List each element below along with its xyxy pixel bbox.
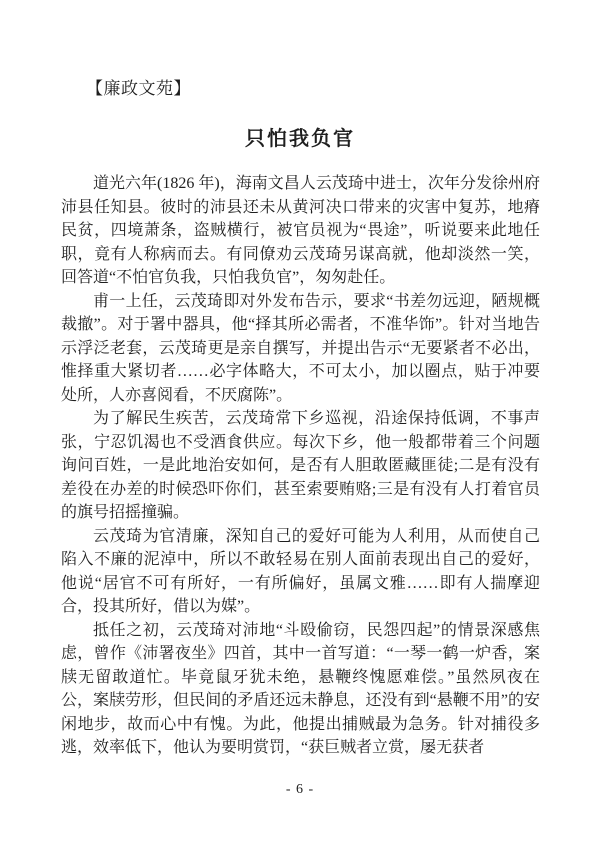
paragraph: 云茂琦为官清廉，深知自己的爱好可能为人利用，从而使自己陷入不廉的泥淖中，所以不敢轻易在别人面前表现出自己的爱好，他说“居官不可有所好，一有所偏好，虽属文雅……即有人揣摩迎合，投其所好，借以为媒”。: [61, 527, 540, 615]
section-header: 【廉政文苑】: [86, 79, 191, 98]
document-body: [61, 172, 540, 760]
page-title: 只怕我负官: [245, 128, 355, 150]
page-number: - 6 -: [285, 782, 315, 797]
paragraph: 为了解民生疾苦，云茂琦常下乡巡视，沿途保持低调，不事声张，宁忍饥渴也不受酒食供应。每次下乡，他一般都带着三个问题询问百姓，一是此地治安如何，是否有人胆敢匿藏匪徒;二是有没有差役在办差的时候恐吓你们，甚至索要贿赂;三是有没有人打着官员的旗号招摇撞骗。: [61, 410, 540, 521]
paragraph: 抵任之初，云茂琦对沛地“斗殴偷窃，民怨四起”的情景深感焦虑，曾作《沛署夜坐》四首，其中一首写道：“一琴一鹤一炉香，案牍无留敢道忙。毕竟鼠牙犹未绝，悬鞭终愧愿难偿。”虽然夙夜在公，案牍劳形，但民间的矛盾还远未静息，还没有到“悬鞭不用”的安闲地步，故而心中有愧。为此，他提出捕贼最为急务。针对捕役多逃，效率低下，他认为要明赏罚，“获巨贼者立赏，屡无获者: [61, 621, 540, 756]
paragraph: 道光六年(1826 年)，海南文昌人云茂琦中进士，次年分发徐州府沛县任知县。彼时的沛县还未从黄河决口带来的灾害中复苏，地瘠民贫，四境萧条，盗贼横行，被官员视为“畏途”，听说要来此地任职，竟有人称病而去。有同僚劝云茂琦另谋高就，他却淡然一笑，回答道“不怕官负我，只怕我负官”，匆匆赴任。: [61, 175, 540, 286]
paragraph: 甫一上任，云茂琦即对外发布告示，要求“书差勿远迎，陋规概裁撤”。对于署中器具，他“择其所必需者，不准华饰”。针对当地告示浮泛老套，云茂琦更是亲自撰写，并提出告示“无要紧者不必出，惟择重大紧切者……必字体略大，不可太小，加以圈点，贴于冲要处所，人亦喜阅看，不厌腐陈”。: [61, 292, 540, 404]
